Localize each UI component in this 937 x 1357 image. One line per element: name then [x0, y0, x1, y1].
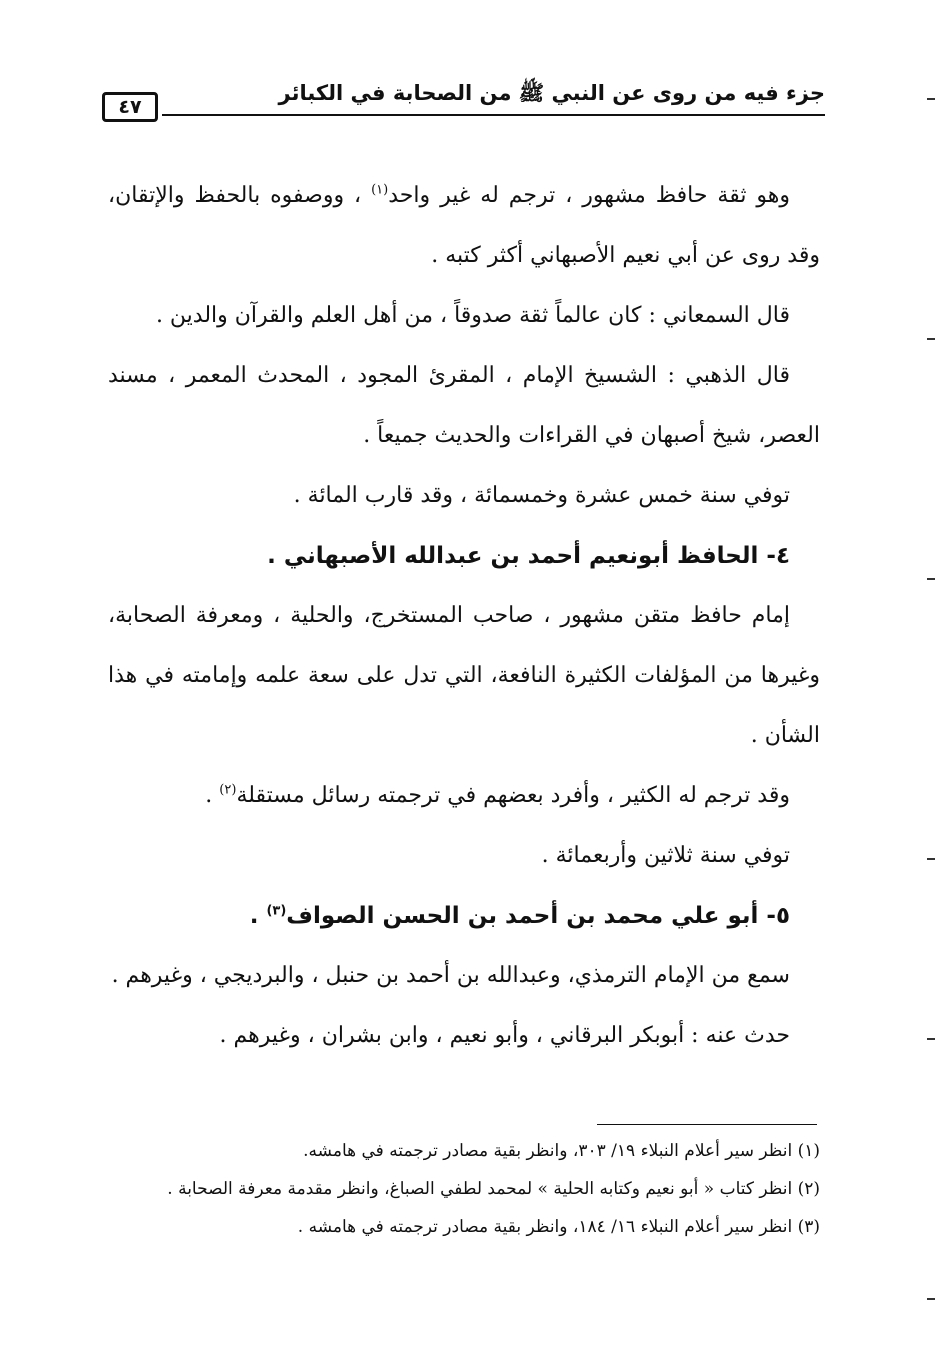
footnote-2: (٢) انظر كتاب « أبو نعيم وكتابه الحلية » لمحمد لطفي الصباغ، وانظر مقدمة معرفة الصحابة . — [167, 1179, 820, 1199]
running-header — [100, 78, 825, 130]
paragraph-5: إمام حافظ متقن مشهور ، صاحب المستخرج، والحلية ، ومعرفة الصحابة، وغيرها من المؤلفات الكثيرة النافعة، التي تدل على سعة علمه وإمامته في هذا الشأن . — [108, 603, 820, 748]
header-rule — [162, 114, 825, 116]
margin-tick — [927, 338, 935, 340]
section-heading-5-tail: . — [249, 903, 267, 929]
paragraph-2: قال السمعاني : كان عالماً ثقة صدوقاً ، من أهل العلم والقرآن والدين . — [155, 303, 790, 328]
page-number: ٤٧ — [102, 92, 158, 122]
paragraph-1-tail: ، ووصفوه بالحفظ والإتقان، وقد روى عن أبي نعيم الأصبهاني أكثر كتبه . — [108, 183, 820, 268]
paragraph-4: توفي سنة خمس عشرة وخمسمائة ، وقد قارب المائة . — [293, 483, 790, 508]
footnote-3: (٣) انظر سير أعلام النبلاء ١٦/ ١٨٤، وانظر بقية مصادر ترجمته في هامشه . — [297, 1217, 820, 1237]
paragraph-9: حدث عنه : أبوبكر البرقاني ، وأبو نعيم ، وابن بشران ، وغيرهم . — [219, 1023, 790, 1048]
paragraph-6-tail: . — [205, 783, 220, 808]
paragraph-1-text: وهو ثقة حافظ مشهور ، ترجم له غير واحد — [388, 183, 790, 208]
margin-tick — [927, 858, 935, 860]
margin-tick — [927, 98, 935, 100]
paragraph-8: سمع من الإمام الترمذي، وعبدالله بن أحمد بن حنبل ، والبرديجي ، وغيرهم . — [111, 963, 790, 988]
paragraph-7: توفي سنة ثلاثين وأربعمائة . — [541, 843, 790, 868]
paragraph-6-text: وقد ترجم له الكثير ، وأفرد بعضهم في ترجمته رسائل مستقلة — [236, 783, 790, 808]
section-heading-4: ٤- الحافظ أبونعيم أحمد بن عبدالله الأصبهاني . — [267, 543, 790, 569]
footnote-ref-1: (١) — [371, 182, 389, 198]
footnote-ref-3: (٣) — [266, 903, 287, 919]
section-heading-5-text: ٥- أبو علي محمد بن أحمد بن الحسن الصواف — [286, 903, 790, 929]
paragraph-6 — [108, 766, 820, 826]
footnote-ref-2: (٢) — [219, 782, 237, 798]
footnotes — [108, 1132, 820, 1246]
margin-tick — [927, 1298, 935, 1300]
margin-tick — [927, 578, 935, 580]
header-title: جزء فيه من روى عن النبي ﷺ من الصحابة في الكبائر — [278, 81, 825, 105]
paragraph-1 — [108, 166, 820, 286]
footnote-separator — [597, 1124, 817, 1125]
margin-tick — [927, 1038, 935, 1040]
main-text — [108, 166, 820, 1066]
section-heading-5 — [108, 886, 820, 946]
footnote-1: (١) انظر سير أعلام النبلاء ١٩/ ٣٠٣، وانظر بقية مصادر ترجمته في هامشه. — [303, 1141, 820, 1161]
paragraph-3: قال الذهبي : الشسيخ الإمام ، المقرئ المجود ، المحدث المعمر ، مسند العصر، شيخ أصبهان في القراءات والحديث جميعاً . — [108, 363, 820, 448]
